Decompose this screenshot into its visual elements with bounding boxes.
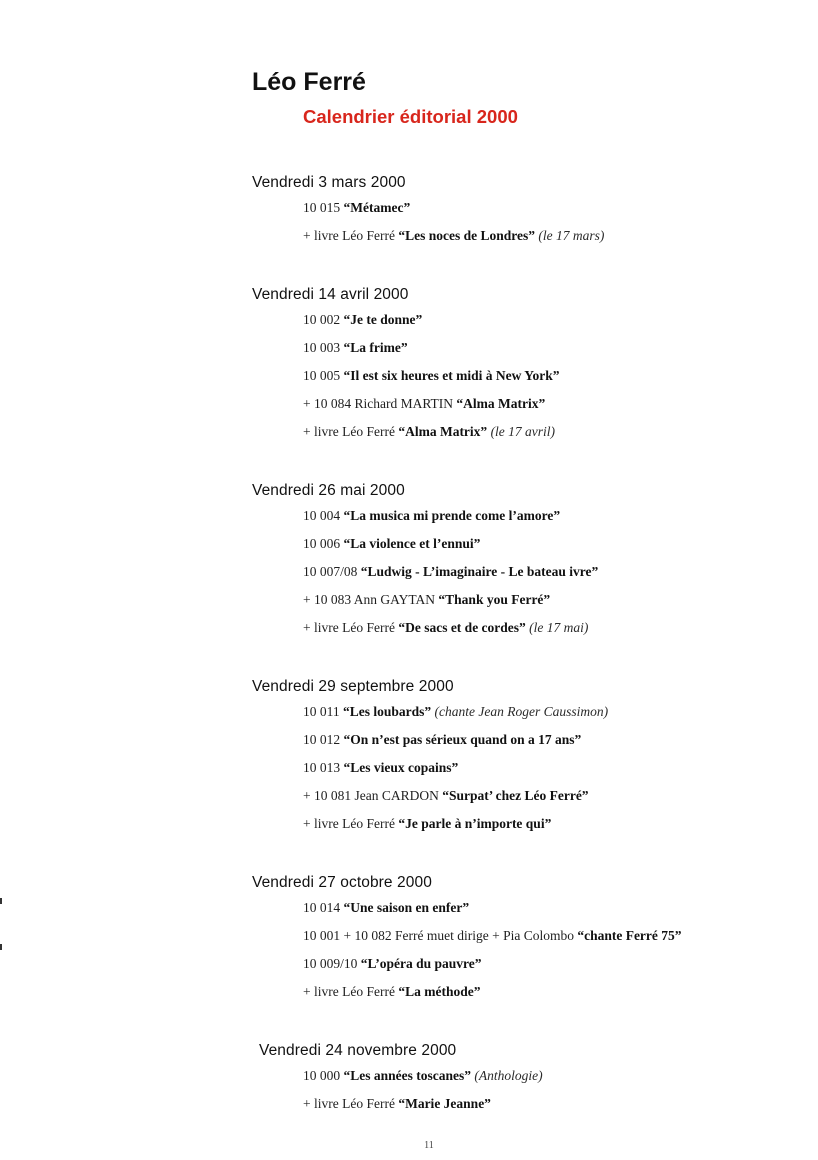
release-entry	[303, 418, 560, 446]
release-entry	[303, 1090, 543, 1118]
entry-title: “Surpat’ chez Léo Ferré”	[442, 788, 589, 803]
page-number: 11	[424, 1140, 434, 1151]
entry-reference: 10 004	[303, 508, 344, 523]
entry-reference: + 10 081 Jean CARDON	[303, 788, 443, 803]
release-entry	[303, 334, 560, 362]
entry-reference: 10 000	[303, 1068, 344, 1083]
entry-reference: 10 003	[303, 340, 344, 355]
release-entry	[303, 978, 682, 1006]
release-entry	[303, 726, 608, 754]
entry-title: “Les loubards”	[343, 704, 432, 719]
release-entry	[303, 922, 682, 950]
entry-title: “Ludwig - L’imaginaire - Le bateau ivre”	[360, 564, 599, 579]
release-date: Vendredi 3 mars 2000	[252, 174, 406, 191]
entry-reference: + livre Léo Ferré	[303, 228, 399, 243]
release-date: Vendredi 27 octobre 2000	[252, 874, 432, 891]
release-entries	[303, 698, 608, 838]
entry-reference: + livre Léo Ferré	[303, 424, 399, 439]
release-entries	[303, 194, 604, 250]
entry-reference: + livre Léo Ferré	[303, 620, 399, 635]
release-entry	[303, 894, 682, 922]
entry-title: “Je te donne”	[343, 312, 423, 327]
entry-title: “Les noces de Londres”	[398, 228, 535, 243]
entry-reference: + 10 083 Ann GAYTAN	[303, 592, 439, 607]
release-entry	[303, 698, 608, 726]
release-entry	[303, 754, 608, 782]
entry-reference: + livre Léo Ferré	[303, 984, 399, 999]
entry-title: “Les vieux copains”	[343, 760, 459, 775]
entry-note: (le 17 avril)	[490, 424, 556, 439]
entry-title: “chante Ferré 75”	[577, 928, 682, 943]
release-entry	[303, 1062, 543, 1090]
entry-reference: 10 005	[303, 368, 344, 383]
release-entry	[303, 950, 682, 978]
entry-reference: 10 007/08	[303, 564, 361, 579]
release-entry	[303, 810, 608, 838]
page-title: Léo Ferré	[252, 68, 366, 96]
release-date: Vendredi 29 septembre 2000	[252, 678, 454, 695]
release-entries	[303, 894, 682, 1006]
entry-note: (chante Jean Roger Caussimon)	[434, 704, 609, 719]
release-entry	[303, 222, 604, 250]
release-entry	[303, 614, 598, 642]
release-date: Vendredi 26 mai 2000	[252, 482, 405, 499]
entry-title: “La violence et l’ennui”	[343, 536, 481, 551]
entry-reference: 10 009/10	[303, 956, 361, 971]
entry-note: (Anthologie)	[474, 1068, 543, 1083]
entry-reference: 10 011	[303, 704, 343, 719]
entry-title: “L’opéra du pauvre”	[360, 956, 482, 971]
release-entry	[303, 782, 608, 810]
release-entry	[303, 502, 598, 530]
entry-note: (le 17 mai)	[529, 620, 589, 635]
page-subtitle: Calendrier éditorial 2000	[303, 106, 518, 127]
entry-reference: 10 015	[303, 200, 344, 215]
release-entry	[303, 558, 598, 586]
scan-mark	[0, 944, 2, 950]
entry-reference: 10 006	[303, 536, 344, 551]
release-entries	[303, 502, 598, 642]
release-entry	[303, 194, 604, 222]
release-entry	[303, 306, 560, 334]
entry-reference: 10 014	[303, 900, 344, 915]
entry-title: “La frime”	[343, 340, 408, 355]
entry-title: “Une saison en enfer”	[343, 900, 470, 915]
entry-title: “On n’est pas sérieux quand on a 17 ans”	[343, 732, 582, 747]
entry-title: “La musica mi prende come l’amore”	[343, 508, 561, 523]
entry-reference: 10 012	[303, 732, 344, 747]
release-date: Vendredi 14 avril 2000	[252, 286, 409, 303]
entry-reference: 10 002	[303, 312, 344, 327]
entry-title: “Les années toscanes”	[343, 1068, 471, 1083]
entry-title: “Alma Matrix”	[456, 396, 546, 411]
entry-note: (le 17 mars)	[538, 228, 605, 243]
entry-title: “Thank you Ferré”	[438, 592, 551, 607]
entry-title: “Il est six heures et midi à New York”	[343, 368, 560, 383]
entry-reference: + livre Léo Ferré	[303, 816, 399, 831]
release-entry	[303, 362, 560, 390]
release-entries	[303, 306, 560, 446]
release-entry	[303, 586, 598, 614]
scan-mark	[0, 898, 2, 904]
release-entries	[303, 1062, 543, 1118]
entry-title: “La méthode”	[398, 984, 481, 999]
entry-reference: + 10 084 Richard MARTIN	[303, 396, 457, 411]
release-entry	[303, 530, 598, 558]
entry-reference: 10 001 + 10 082 Ferré muet dirige + Pia Colombo	[303, 928, 578, 943]
entry-title: “Marie Jeanne”	[398, 1096, 491, 1111]
release-date: Vendredi 24 novembre 2000	[259, 1042, 457, 1059]
entry-title: “Métamec”	[343, 200, 411, 215]
entry-reference: + livre Léo Ferré	[303, 1096, 399, 1111]
release-entry	[303, 390, 560, 418]
entry-title: “De sacs et de cordes”	[398, 620, 526, 635]
entry-title: “Je parle à n’importe qui”	[398, 816, 552, 831]
entry-reference: 10 013	[303, 760, 344, 775]
entry-title: “Alma Matrix”	[398, 424, 488, 439]
